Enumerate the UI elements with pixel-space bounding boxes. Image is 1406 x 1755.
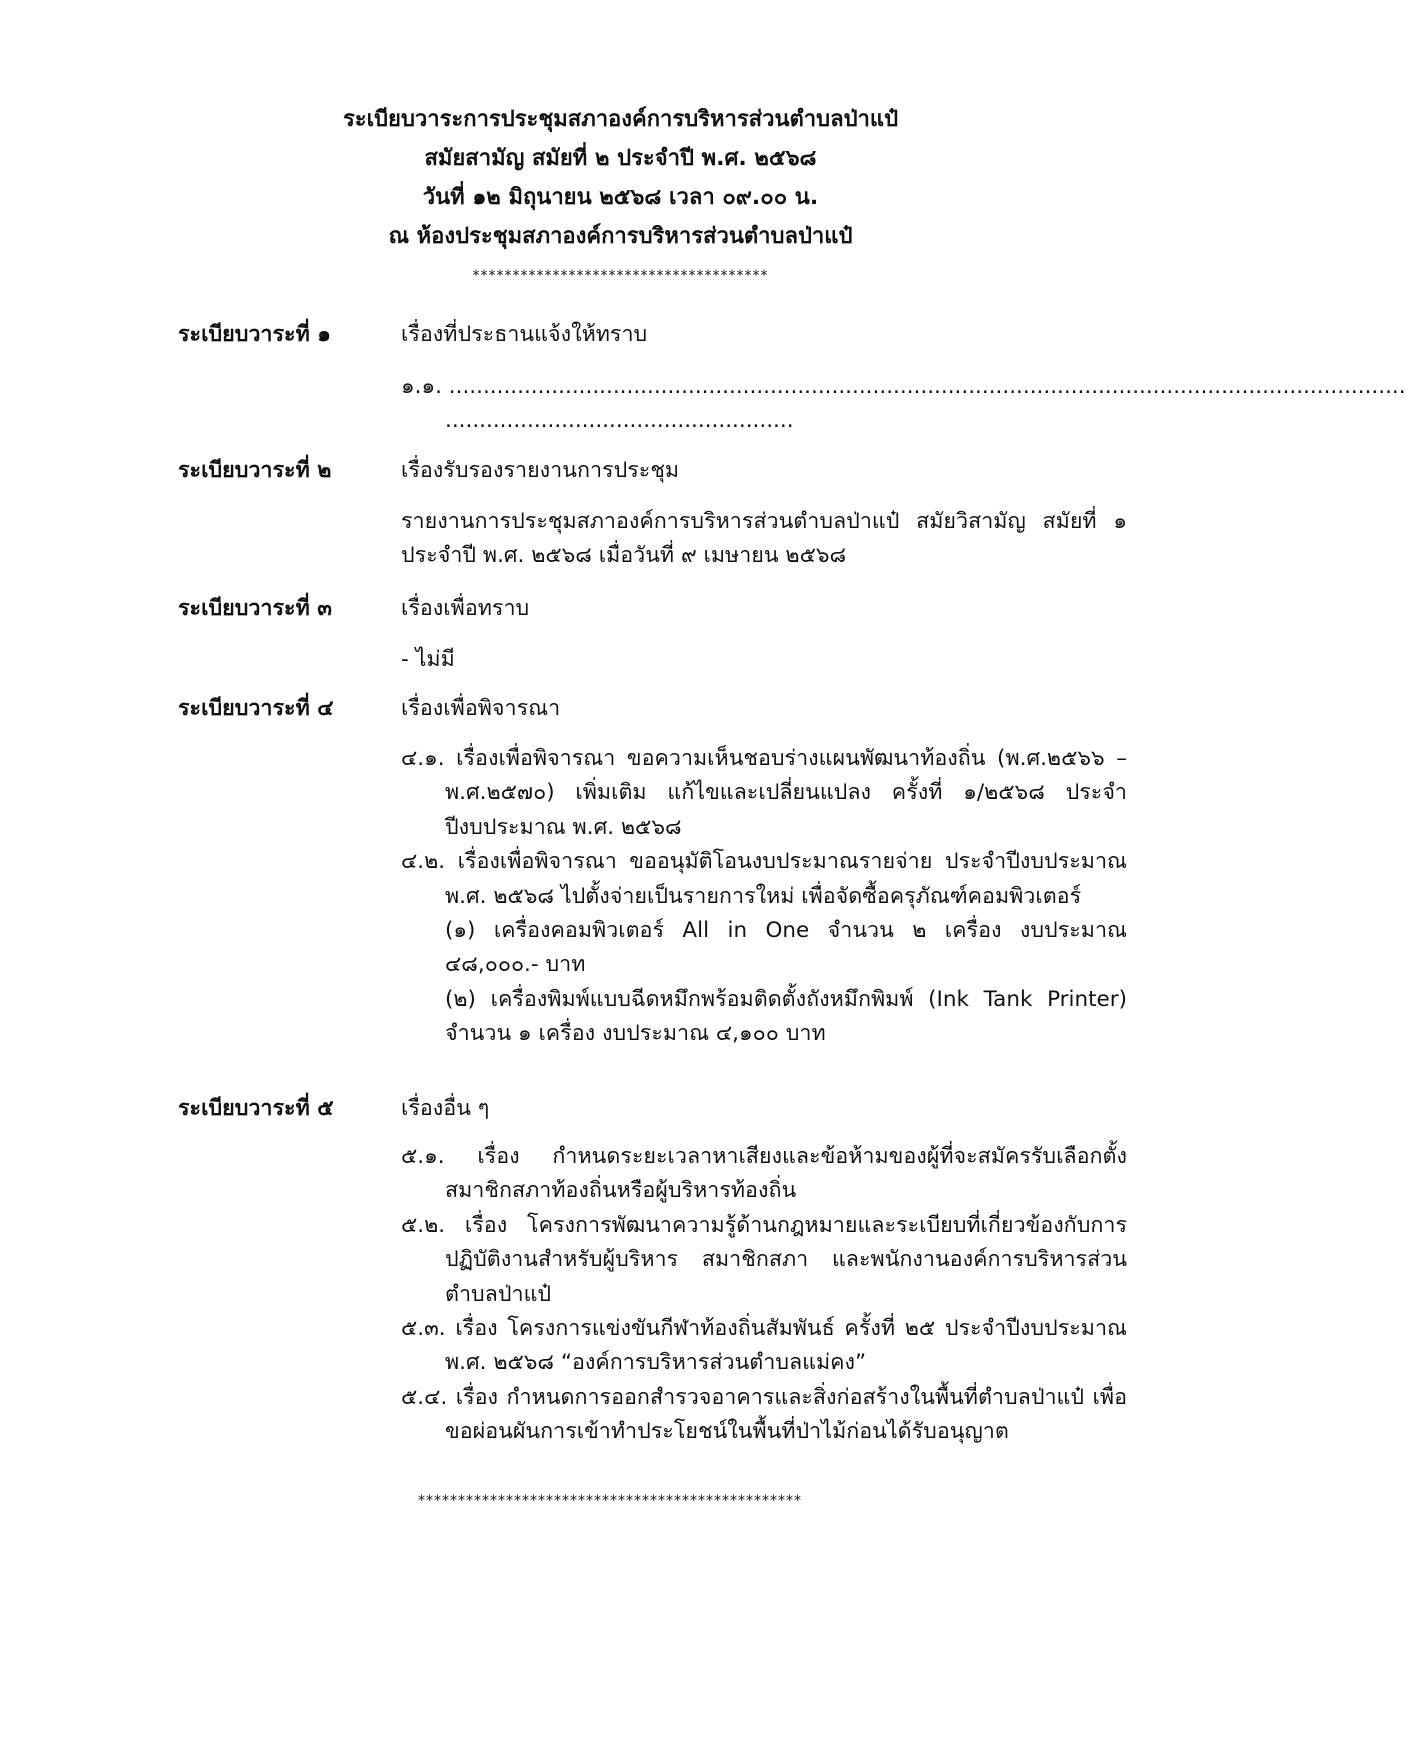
- agenda-text: รายงานการประชุมสภาองค์การบริหารส่วนตำบลป่าแป๋ สมัยวิสามัญ สมัยที่ ๑ ประจำปี พ.ศ. ๒๕๖๘ เมื่อวันที่ ๙ เมษายน ๒๕๖๘: [401, 509, 1127, 569]
- document-header: [0, 100, 1241, 256]
- agenda-label: ระเบียบวาระที่ ๑: [178, 322, 331, 347]
- footer-divider: ************************************************: [418, 1493, 802, 1509]
- agenda-item: ๕.๒. เรื่อง โครงการพัฒนาความรู้ด้านกฎหมายและระเบียบที่เกี่ยวข้องกับการปฏิบัติงานสำหรับผู้บริหาร สมาชิกสภา และพนักงานองค์การบริหารส่วนตำบลป่าแป๋: [401, 1212, 1127, 1307]
- agenda-label: ระเบียบวาระที่ ๒: [178, 458, 332, 483]
- agenda-title: เรื่องเพื่อพิจารณา: [401, 696, 561, 721]
- agenda-4-body: [401, 742, 1127, 1052]
- agenda-5-body: [401, 1140, 1127, 1450]
- agenda-subitem: (๑) เครื่องคอมพิวเตอร์ All in One จำนวน ๒ เครื่อง งบประมาณ ๔๘,๐๐๐.- บาท: [445, 917, 1127, 978]
- agenda-title: เรื่องที่ประธานแจ้งให้ทราบ: [401, 322, 648, 347]
- agenda-title: เรื่องรับรองรายงานการประชุม: [401, 458, 680, 483]
- agenda-item: ๔.๒. เรื่องเพื่อพิจารณา ขออนุมัติโอนงบประมาณรายจ่าย ประจำปีงบประมาณ พ.ศ. ๒๕๖๘ ไปตั้งจ่ายเป็นรายการใหม่ เพื่อจัดซื้อครุภัณฑ์คอมพิวเตอร์: [401, 849, 1127, 909]
- agenda-item: ๑.๑. ............................................................................................................................................: [401, 374, 1406, 399]
- agenda-item-continuation: ...................................................: [445, 408, 794, 434]
- agenda-item: ๔.๑. เรื่องเพื่อพิจารณา ขอความเห็นชอบร่างแผนพัฒนาท้องถิ่น (พ.ศ.๒๕๖๖ – พ.ศ.๒๕๗๐) เพิ่มเติม แก้ไขและเปลี่ยนแปลง ครั้งที่ ๑/๒๕๖๘ ประจำปีงบประมาณ พ.ศ. ๒๕๖๘: [401, 746, 1127, 840]
- agenda-item: ๕.๓. เรื่อง โครงการแข่งขันกีฬาท้องถิ่นสัมพันธ์ ครั้งที่ ๒๕ ประจำปีงบประมาณ พ.ศ. ๒๕๖๘ “องค์การบริหารส่วนตำบลแม่คง”: [401, 1315, 1127, 1376]
- agenda-label: ระเบียบวาระที่ ๔: [178, 696, 334, 721]
- agenda-1-body: [401, 370, 1406, 439]
- agenda-subitem: (๒) เครื่องพิมพ์แบบฉีดหมึกพร้อมติดตั้งถังหมึกพิมพ์ (Ink Tank Printer) จำนวน ๑ เครื่อง งบประมาณ ๔,๑๐๐ บาท: [445, 986, 1127, 1047]
- header-divider: *************************************: [472, 268, 769, 284]
- agenda-3-body: [401, 643, 1127, 677]
- header-date: วันที่ ๑๒ มิถุนายน ๒๕๖๘ เวลา ๐๙.๐๐ น.: [422, 185, 819, 210]
- agenda-label: ระเบียบวาระที่ ๓: [178, 596, 332, 621]
- agenda-title: เรื่องอื่น ๆ: [401, 1096, 490, 1121]
- agenda-label: ระเบียบวาระที่ ๕: [178, 1096, 334, 1121]
- agenda-title: เรื่องเพื่อทราบ: [401, 596, 530, 621]
- agenda-item: ๕.๔. เรื่อง กำหนดการออกสำรวจอาคารและสิ่งก่อสร้างในพื้นที่ตำบลป่าแป๋ เพื่อขอผ่อนผันการเข้าทำประโยชน์ในพื้นที่ป่าไม้ก่อนได้รับอนุญาต: [401, 1384, 1127, 1445]
- header-venue: ณ ห้องประชุมสภาองค์การบริหารส่วนตำบลป่าแป๋: [388, 224, 853, 249]
- header-session: สมัยสามัญ สมัยที่ ๒ ประจำปี พ.ศ. ๒๕๖๘: [424, 146, 817, 171]
- agenda-item: ๕.๑. เรื่อง กำหนดระยะเวลาหาเสียงและข้อห้ามของผู้ที่จะสมัครรับเลือกตั้งสมาชิกสภาท้องถิ่นหรือผู้บริหารท้องถิ่น: [401, 1144, 1127, 1204]
- agenda-text: - ไม่มี: [401, 647, 455, 672]
- header-title: ระเบียบวาระการประชุมสภาองค์การบริหารส่วนตำบลป่าแป๋: [342, 107, 899, 132]
- agenda-2-body: [401, 505, 1127, 574]
